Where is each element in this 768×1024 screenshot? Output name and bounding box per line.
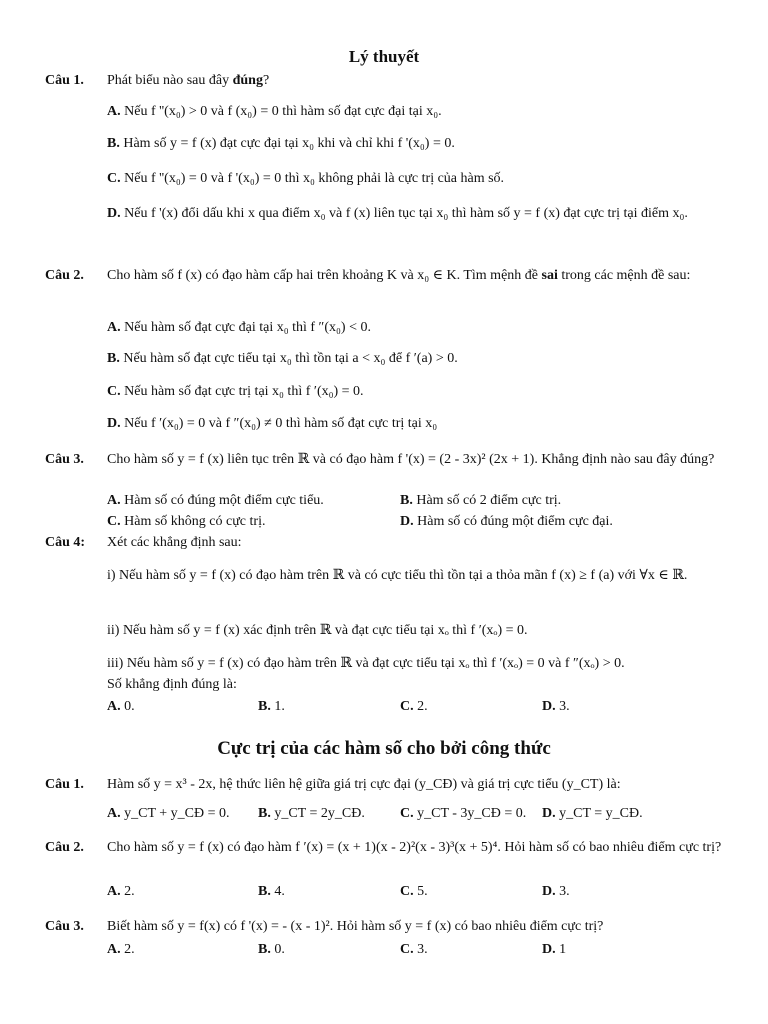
option-b: B. Hàm số y = f (x) đạt cực đại tại x₀ khi và chỉ khi f '(x₀) = 0. (107, 136, 455, 151)
question-label: Câu 1. (45, 777, 84, 792)
option-d: D. 1 (542, 942, 567, 957)
option-b: B. 0. (258, 942, 285, 957)
question-text: Biết hàm số y = f(x) có f '(x) = - (x - 1)². Hỏi hàm số y = f (x) có bao nhiêu điểm cực trị? (107, 919, 604, 934)
option-c: C. Nếu f ''(x₀) = 0 và f '(x₀) = 0 thì x₀ không phải là cực trị của hàm số. (107, 171, 505, 186)
question-label: Câu 1. (45, 73, 84, 88)
option-b: B. Hàm số có 2 điểm cực trị. (400, 493, 562, 508)
question-5 (45, 775, 725, 795)
question-label: Câu 2. (45, 268, 84, 283)
section-title-extrema: Cực trị của các hàm số cho bởi công thức (217, 738, 551, 759)
question-text: Phát biểu nào sau đây đúng? (107, 73, 270, 88)
statement-iii: iii) Nếu hàm số y = f (x) có đạo hàm trên ℝ và đạt cực tiểu tại xₒ thì f ′(xₒ) = 0 và f ″(xₒ) > 0. (107, 656, 625, 671)
question-3 (45, 450, 725, 470)
option-d: D. Hàm số có đúng một điểm cực đại. (400, 514, 613, 529)
option-b: B. Nếu hàm số đạt cực tiểu tại x₀ thì tồn tại a < x₀ để f ′(a) > 0. (107, 351, 458, 366)
option-c: C. Hàm số không có cực trị. (107, 514, 266, 529)
option-a: A. 2. (107, 942, 135, 957)
option-d: D. y_CT = y_CĐ. (542, 806, 643, 821)
question-text: Xét các khẳng định sau: (107, 535, 242, 550)
question-label: Câu 4: (45, 535, 86, 550)
option-c: C. 2. (400, 699, 428, 714)
question-label: Câu 3. (45, 919, 84, 934)
option-b: B. y_CT = 2y_CĐ. (258, 806, 365, 821)
question-text: Cho hàm số y = f (x) có đạo hàm f ′(x) = (x + 1)(x - 2)²(x - 3)³(x + 5)⁴. Hỏi hàm số có bao nhiêu điểm cực trị? (107, 840, 722, 855)
question-6 (45, 838, 725, 858)
question-text: Cho hàm số y = f (x) liên tục trên ℝ và có đạo hàm f '(x) = (2 - 3x)² (2x + 1). Khẳng định nào sau đây đúng? (107, 452, 715, 467)
option-c: C. Nếu hàm số đạt cực trị tại x₀ thì f ′(x₀) = 0. (107, 384, 364, 399)
option-b: B. 4. (258, 884, 285, 899)
option-a: A. y_CT + y_CĐ = 0. (107, 806, 230, 821)
question-label: Câu 2. (45, 840, 84, 855)
question-4 (45, 533, 725, 553)
option-c: C. 3. (400, 942, 428, 957)
question-7 (45, 917, 725, 937)
question-1 (45, 71, 725, 91)
statement-count: Số khẳng định đúng là: (107, 677, 237, 692)
question-text: Cho hàm số f (x) có đạo hàm cấp hai trên khoảng K và x₀ ∈ K. Tìm mệnh đề sai trong các mệnh đề sau: (107, 268, 691, 283)
option-a: A. Hàm số có đúng một điểm cực tiểu. (107, 493, 324, 508)
option-a: A. Nếu f ''(x₀) > 0 và f (x₀) = 0 thì hàm số đạt cực đại tại x₀. (107, 104, 442, 119)
option-d: D. Nếu f '(x) đổi dấu khi x qua điểm x₀ và f (x) liên tục tại x₀ thì hàm số y = f (x) đạt cực trị tại điểm x₀. (107, 206, 688, 221)
option-a: A. Nếu hàm số đạt cực đại tại x₀ thì f ″(x₀) < 0. (107, 320, 371, 335)
option-c: C. y_CT - 3y_CĐ = 0. (400, 806, 527, 821)
option-b: B. 1. (258, 699, 285, 714)
question-text: Hàm số y = x³ - 2x, hệ thức liên hệ giữa giá trị cực đại (y_CĐ) và giá trị cực tiểu (y_CT) là: (107, 777, 621, 792)
question-label: Câu 3. (45, 452, 84, 467)
option-d: D. 3. (542, 884, 570, 899)
question-2 (45, 266, 725, 286)
section-title-theory: Lý thuyết (348, 47, 420, 66)
statement-i: i) Nếu hàm số y = f (x) có đạo hàm trên ℝ và có cực tiểu thì tồn tại a thỏa mãn f (x) ≥ f (a) với ∀x ∈ ℝ. (107, 568, 688, 583)
statement-ii: ii) Nếu hàm số y = f (x) xác định trên ℝ và đạt cực tiểu tại xₒ thì f ′(xₒ) = 0. (107, 623, 528, 638)
option-a: A. 0. (107, 699, 135, 714)
option-d: D. Nếu f ′(x₀) = 0 và f ″(x₀) ≠ 0 thì hàm số đạt cực trị tại x₀ (107, 416, 438, 431)
option-c: C. 5. (400, 884, 428, 899)
option-a: A. 2. (107, 884, 135, 899)
option-d: D. 3. (542, 699, 570, 714)
